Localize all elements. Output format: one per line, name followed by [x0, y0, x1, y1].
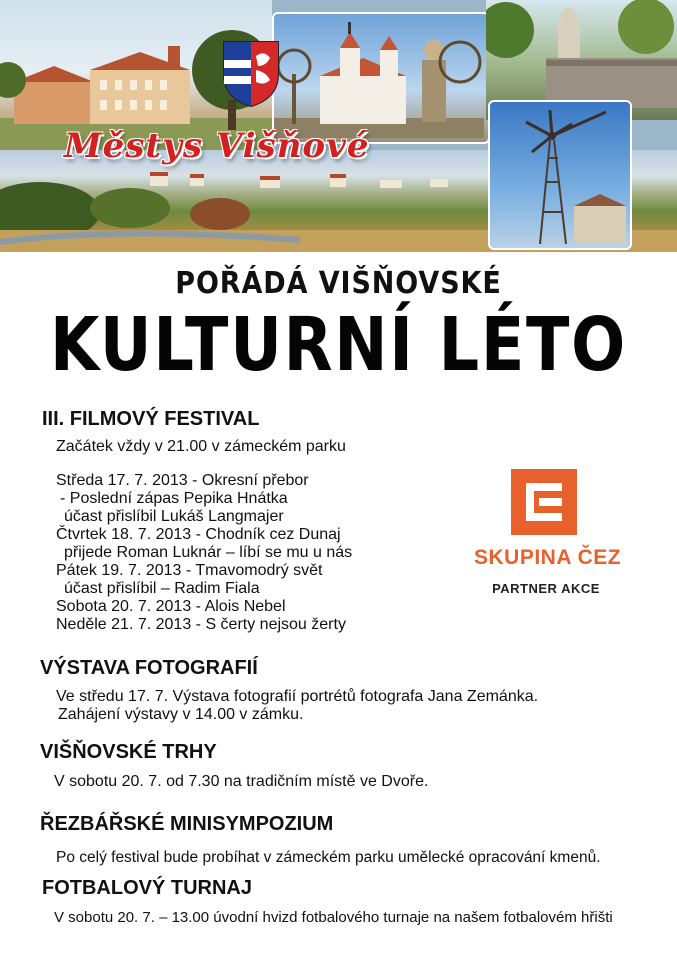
film-line: Neděle 21. 7. 2013 - S čerty nejsou žerty [56, 616, 346, 633]
photo-exhibition-line: Ve středu 17. 7. Výstava fotografií portrétů fotografa Jana Zemánka. [56, 688, 539, 705]
photo-exhibition-line: Zahájení výstavy v 14.00 v zámku. [58, 706, 304, 723]
church-illustration [274, 14, 484, 138]
subtitle: POŘÁDÁ VIŠŇOVSKÉ [175, 266, 502, 301]
film-line: účast přislíbil – Radim Fiala [64, 580, 260, 597]
carving-text: Po celý festival bude probíhat v zámeckém parku umělecké opracování kmenů. [56, 849, 601, 866]
film-line: Pátek 19. 7. 2013 - Tmavomodrý svět [56, 562, 323, 579]
market-text: V sobotu 20. 7. od 7.30 na tradičním místě ve Dvoře. [54, 773, 429, 790]
film-line: Sobota 20. 7. 2013 - Alois Nebel [56, 598, 286, 615]
carving-heading: ŘEZBÁŘSKÉ MINISYMPOZIUM [40, 813, 334, 835]
church-photo [272, 12, 490, 144]
sponsor-partner-label: PARTNER AKCE [492, 581, 600, 596]
film-line: Středa 17. 7. 2013 - Okresní přebor [56, 472, 309, 489]
photo-exhibition-heading: VÝSTAVA FOTOGRAFIÍ [40, 657, 258, 679]
page-title: KULTURNÍ LÉTO [50, 302, 627, 388]
film-festival-intro: Začátek vždy v 21.00 v zámeckém parku [56, 438, 346, 455]
banner-title: Městys Višňové [64, 126, 370, 166]
coat-of-arms-icon [222, 40, 280, 108]
film-festival-heading: III. FILMOVÝ FESTIVAL [42, 408, 260, 430]
windmill-illustration [490, 102, 626, 244]
film-line: účast přislíbil Lukáš Langmajer [64, 508, 284, 525]
cez-logo-icon [511, 469, 577, 535]
header-banner [0, 0, 677, 252]
market-heading: VIŠŇOVSKÉ TRHY [40, 741, 217, 763]
film-line: Čtvrtek 18. 7. 2013 - Chodník cez Dunaj [56, 526, 341, 543]
film-line: - Poslední zápas Pepika Hnátka [60, 490, 288, 507]
football-text: V sobotu 20. 7. – 13.00 úvodní hvizd fotbalového turnaje na našem fotbalovém hřišti [54, 909, 613, 926]
windmill-photo [488, 100, 632, 250]
sponsor-name: SKUPINA ČEZ [474, 546, 622, 569]
football-heading: FOTBALOVÝ TURNAJ [42, 877, 252, 899]
film-line: přijede Roman Luknár – líbí se mu u nás [64, 544, 353, 561]
